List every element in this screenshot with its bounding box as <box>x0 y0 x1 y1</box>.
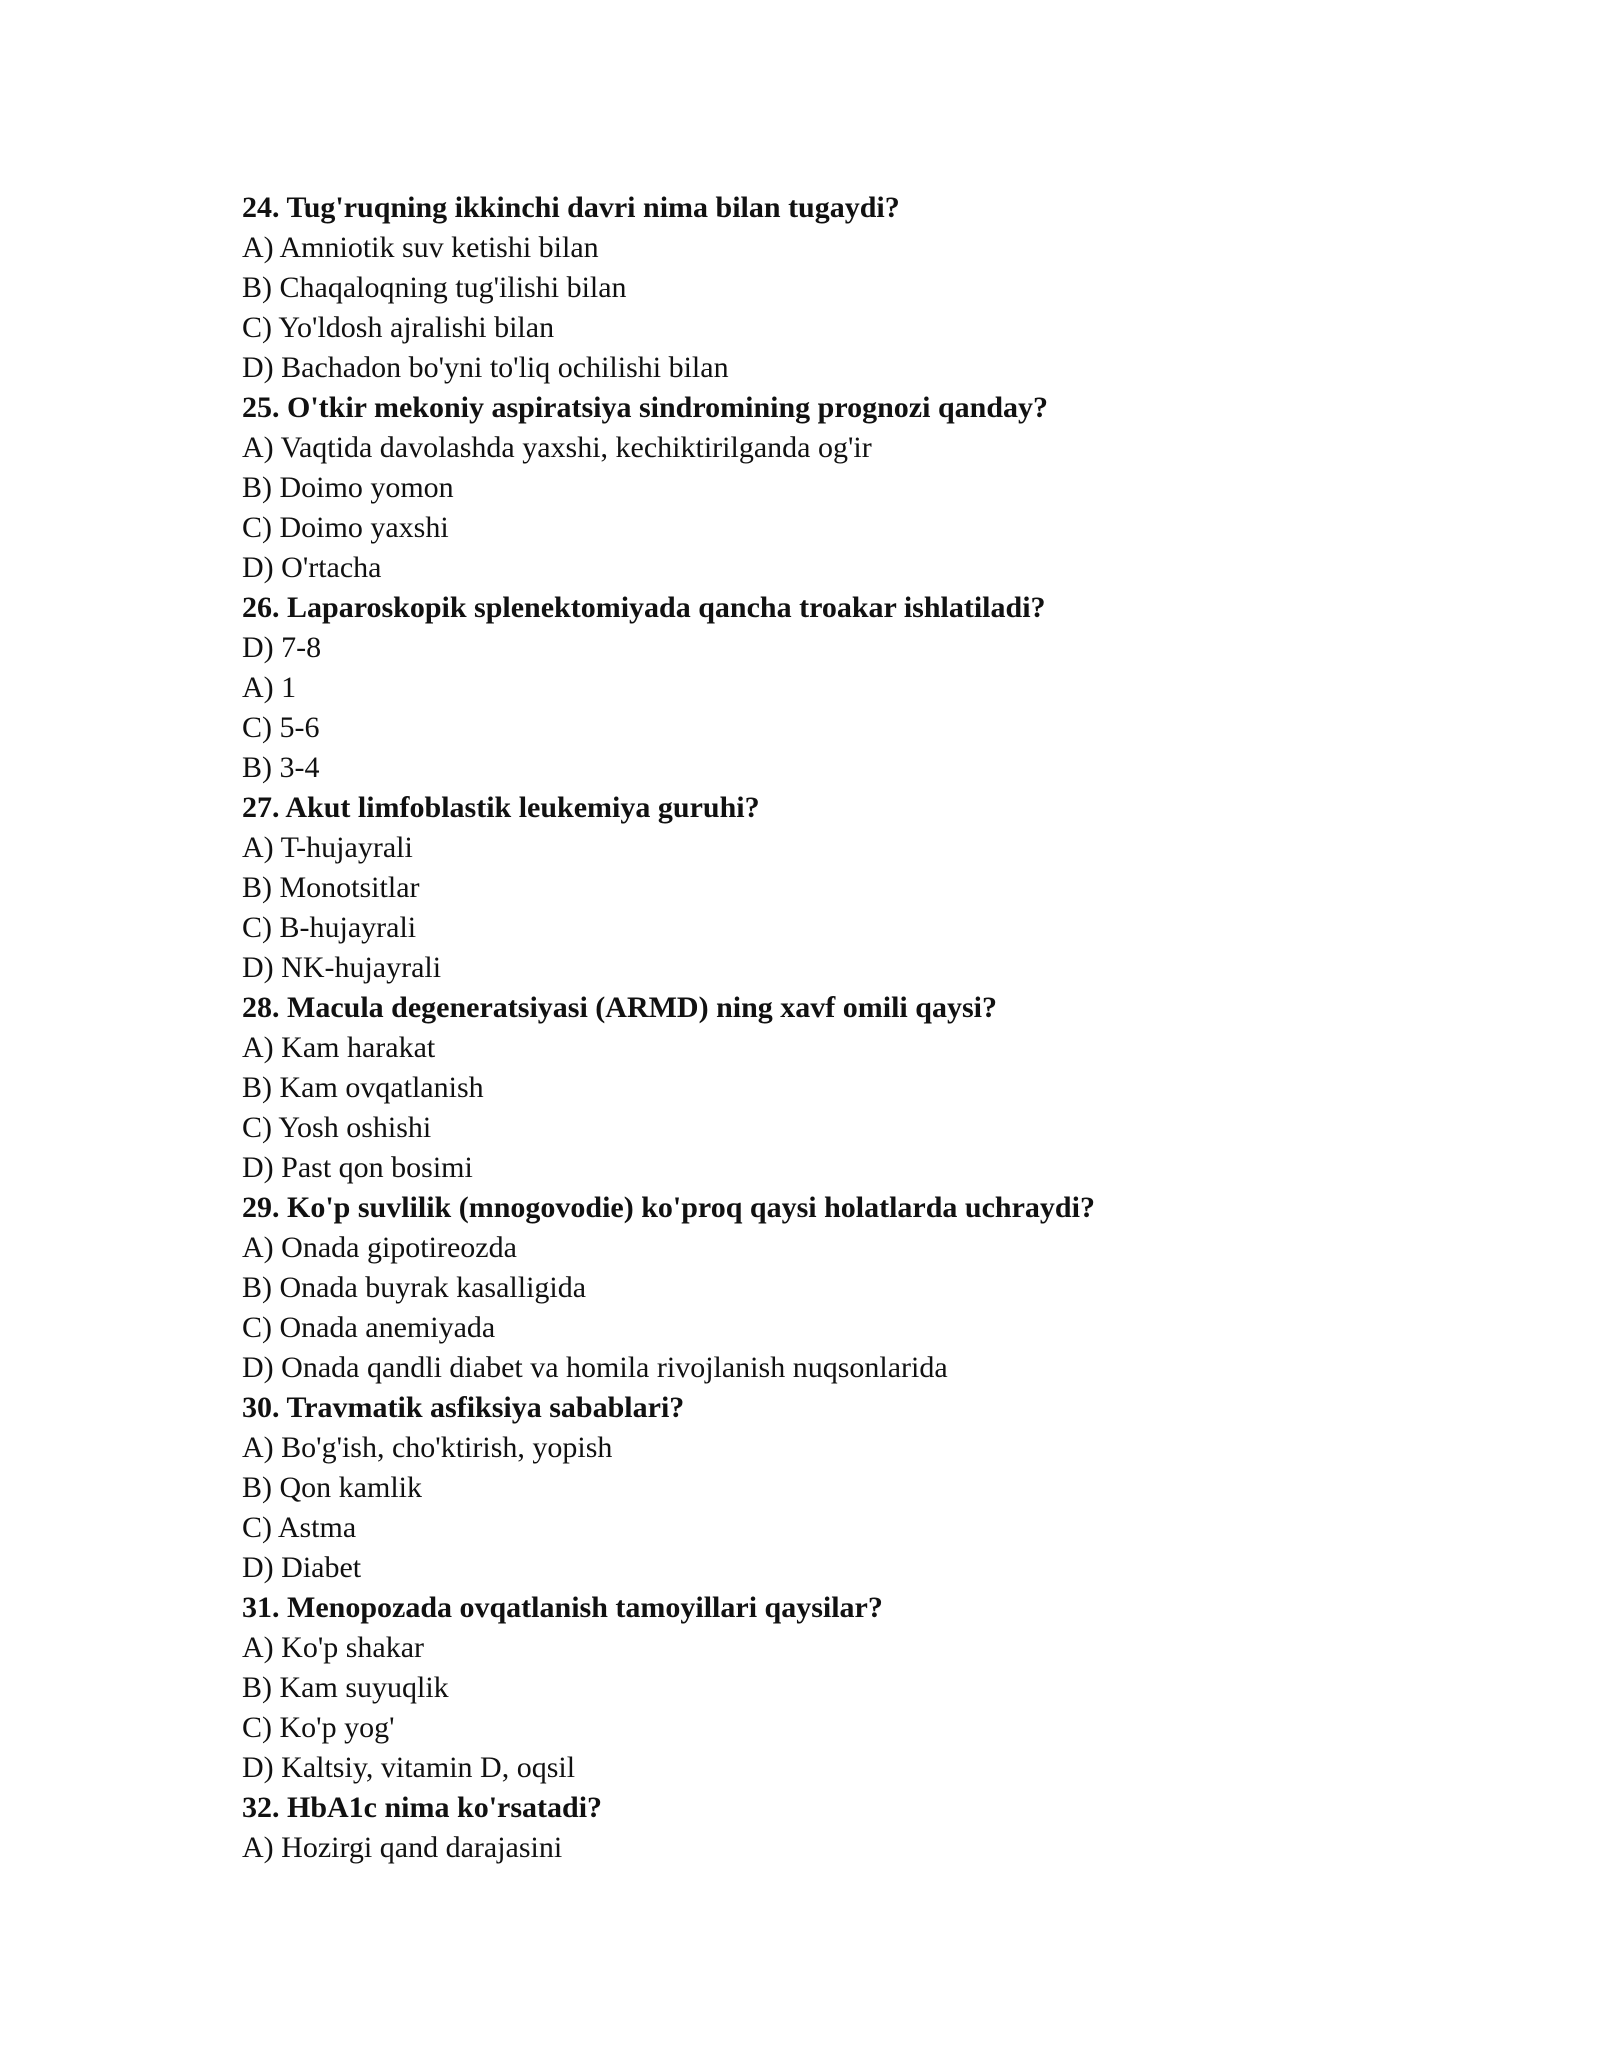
question-text: 26. Laparoskopik splenektomiyada qancha troakar ishlatiladi? <box>242 591 1046 624</box>
answer-option: D) Onada qandli diabet va homila rivojlanish nuqsonlarida <box>242 1351 948 1384</box>
question-text: 30. Travmatik asfiksiya sabablari? <box>242 1391 685 1424</box>
answer-option: B) Chaqaloqning tug'ilishi bilan <box>242 271 627 304</box>
question-block <box>242 1788 1442 1868</box>
answer-option: D) NK-hujayrali <box>242 951 442 984</box>
answer-option: A) Hozirgi qand darajasini <box>242 1831 563 1864</box>
answer-option: A) Vaqtida davolashda yaxshi, kechiktirilganda og'ir <box>242 431 872 464</box>
answer-option: D) Kaltsiy, vitamin D, oqsil <box>242 1751 576 1784</box>
question-block <box>242 588 1442 788</box>
question-block <box>242 988 1442 1188</box>
answer-option: D) O'rtacha <box>242 551 382 584</box>
answer-option: B) Monotsitlar <box>242 871 420 904</box>
question-text: 27. Akut limfoblastik leukemiya guruhi? <box>242 791 760 824</box>
question-text: 31. Menopozada ovqatlanish tamoyillari qaysilar? <box>242 1591 883 1624</box>
answer-option: B) Onada buyrak kasalligida <box>242 1271 587 1304</box>
question-block <box>242 1388 1442 1588</box>
answer-option: D) 7-8 <box>242 631 322 664</box>
answer-option: A) Onada gipotireozda <box>242 1231 517 1264</box>
question-block <box>242 188 1442 388</box>
question-text: 28. Macula degeneratsiyasi (ARMD) ning xavf omili qaysi? <box>242 991 997 1024</box>
answer-option: D) Past qon bosimi <box>242 1151 473 1184</box>
answer-option: C) B-hujayrali <box>242 911 417 944</box>
answer-option: B) Kam ovqatlanish <box>242 1071 484 1104</box>
question-block <box>242 788 1442 988</box>
question-text: 24. Tug'ruqning ikkinchi davri nima bilan tugaydi? <box>242 191 900 224</box>
answer-option: C) Yosh oshishi <box>242 1111 432 1144</box>
question-text: 32. HbA1c nima ko'rsatadi? <box>242 1791 603 1824</box>
answer-option: A) Kam harakat <box>242 1031 436 1064</box>
answer-option: A) Amniotik suv ketishi bilan <box>242 231 599 264</box>
answer-option: B) Doimo yomon <box>242 471 454 504</box>
answer-option: A) 1 <box>242 671 297 704</box>
answer-option: C) Doimo yaxshi <box>242 511 449 544</box>
answer-option: A) Bo'g'ish, cho'ktirish, yopish <box>242 1431 613 1464</box>
answer-option: B) Kam suyuqlik <box>242 1671 449 1704</box>
answer-option: D) Diabet <box>242 1551 362 1584</box>
answer-option: B) Qon kamlik <box>242 1471 422 1504</box>
answer-option: D) Bachadon bo'yni to'liq ochilishi bilan <box>242 351 729 384</box>
question-text: 29. Ko'p suvlilik (mnogovodie) ko'proq qaysi holatlarda uchraydi? <box>242 1191 1095 1224</box>
answer-option: C) Astma <box>242 1511 357 1544</box>
answer-option: C) Yo'ldosh ajralishi bilan <box>242 311 555 344</box>
answer-option: A) T-hujayrali <box>242 831 413 864</box>
answer-option: B) 3-4 <box>242 751 320 784</box>
question-text: 25. O'tkir mekoniy aspiratsiya sindromining prognozi qanday? <box>242 391 1049 424</box>
answer-option: A) Ko'p shakar <box>242 1631 425 1664</box>
answer-option: C) 5-6 <box>242 711 320 744</box>
answer-option: C) Ko'p yog' <box>242 1711 395 1744</box>
question-block <box>242 1188 1442 1388</box>
question-block <box>242 388 1442 588</box>
question-list <box>242 188 1442 1868</box>
answer-option: C) Onada anemiyada <box>242 1311 496 1344</box>
question-block <box>242 1588 1442 1788</box>
